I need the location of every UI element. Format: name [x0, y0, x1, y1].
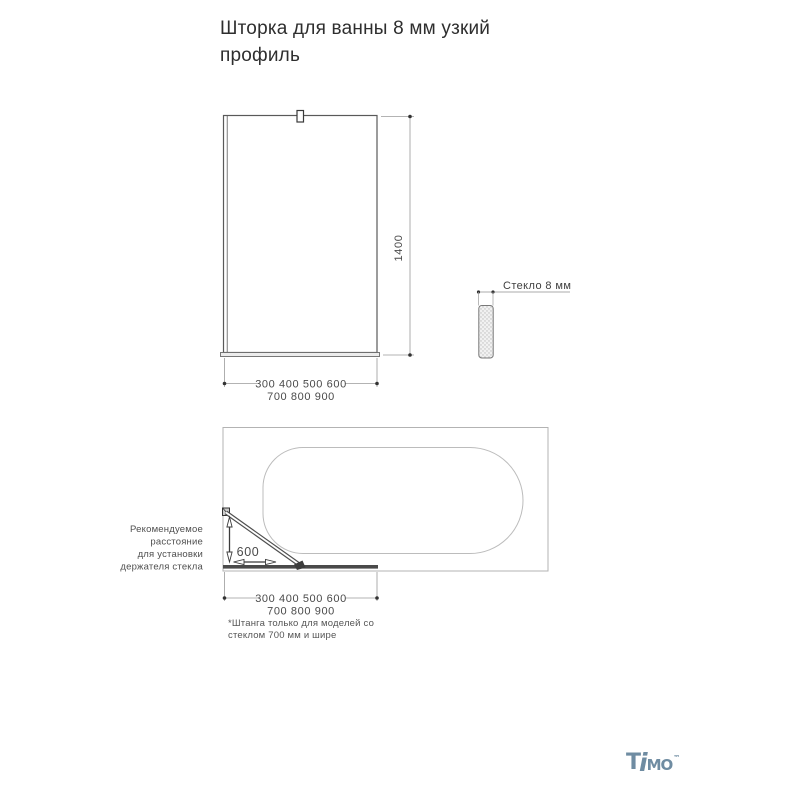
- trademark-symbol: ™: [673, 754, 681, 762]
- glass-thickness-label: Стекло 8 мм: [503, 280, 572, 292]
- front-width-dimension-line1: 300 400 500 600: [255, 378, 347, 391]
- glass-thickness-detail: [477, 280, 571, 358]
- height-dimension-label: 1400: [393, 234, 405, 262]
- holder-note-line4: держателя стекла: [120, 561, 203, 573]
- glass-cross-section: [479, 306, 493, 359]
- tub-width-dimension: [223, 572, 379, 618]
- page-title: Шторка для ванны 8 мм узкий профиль: [220, 18, 491, 66]
- holder-note-line2: расстояние: [150, 536, 203, 548]
- logo-letter-i: i: [639, 748, 648, 777]
- tub-width-dimension-line1: 300 400 500 600: [255, 593, 347, 605]
- timo-logo: [626, 748, 681, 777]
- logo-letter-t: T: [626, 750, 642, 776]
- front-view-drawing: [221, 111, 415, 404]
- footnote-line1: *Штанга только для моделей со: [228, 618, 375, 629]
- bathtub-top-view-drawing: [120, 428, 548, 642]
- rod-dimension-label: 600: [236, 545, 260, 559]
- logo-letters-mo: MO: [646, 755, 673, 774]
- front-width-dimension: [223, 358, 379, 403]
- wall-bracket-tab: [297, 111, 304, 123]
- glass-panel-outline: [224, 116, 378, 353]
- footnote-line2: стеклом 700 мм и шире: [228, 630, 337, 641]
- tub-width-dimension-line2: 700 800 900: [267, 605, 335, 618]
- bottom-profile-strip: [221, 353, 380, 357]
- height-dimension: [381, 115, 414, 357]
- front-width-dimension-line2: 700 800 900: [267, 391, 335, 403]
- holder-note-line1: Рекомендуемое: [130, 524, 203, 535]
- holder-note-line3: для установки: [137, 549, 203, 560]
- tub-basin-outline: [263, 448, 523, 554]
- holder-note: [120, 524, 203, 573]
